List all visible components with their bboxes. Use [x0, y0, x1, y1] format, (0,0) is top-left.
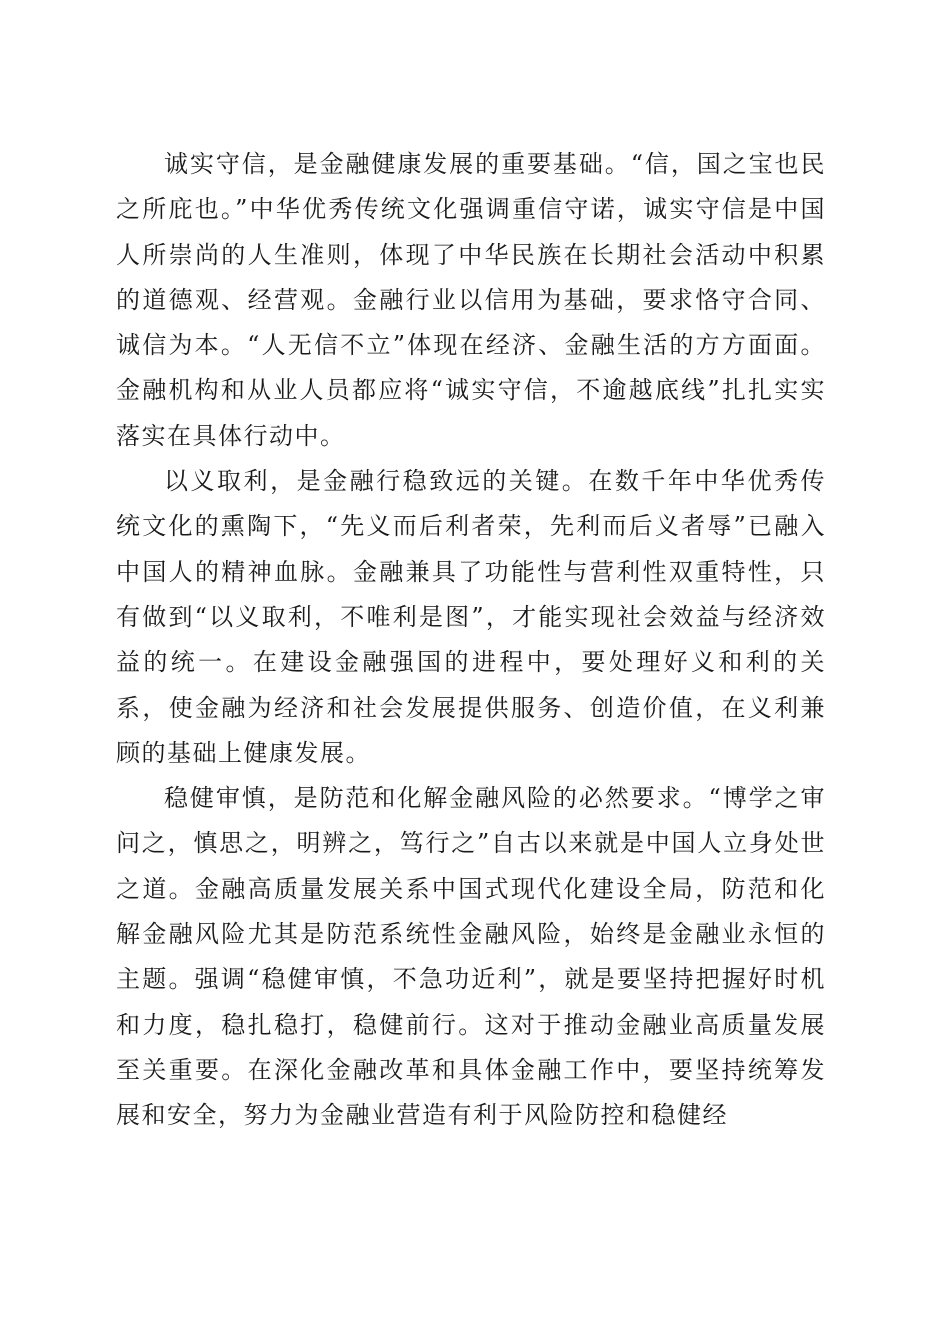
paragraph-prudence: 稳健审慎，是防范和化解金融风险的必然要求。“博学之审问之，慎思之，明辨之，笃行之”自古以来就是中国人立身处世之道。金融高质量发展关系中国式现代化建设全局，防范和化解金融风险尤其是防范系统性金融风险，始终是金融业永恒的主题。强调“稳健审慎，不急功近利”，就是要坚持把握好时机和力度，稳扎稳打，稳健前行。这对于推动金融业高质量发展至关重要。在深化金融改革和具体金融工作中，要坚持统筹发展和安全，努力为金融业营造有利于风险防控和稳健经: [116, 784, 826, 1130]
paragraph-righteousness: 以义取利，是金融行稳致远的关键。在数千年中华优秀传统文化的熏陶下，“先义而后利者荣，先利而后义者辱”已融入中国人的精神血脉。金融兼具了功能性与营利性双重特性，只有做到“以义取利，不唯利是图”，才能实现社会效益与经济效益的统一。在建设金融强国的进程中，要处理好义和利的关系，使金融为经济和社会发展提供服务、创造价值，在义利兼顾的基础上健康发展。: [116, 467, 826, 767]
paragraph-integrity: 诚实守信，是金融健康发展的重要基础。“信，国之宝也民之所庇也。”中华优秀传统文化强调重信守诺，诚实守信是中国人所崇尚的人生准则，体现了中华民族在长期社会活动中积累的道德观、经营观。金融行业以信用为基础，要求恪守合同、诚信为本。“人无信不立”体现在经济、金融生活的方方面面。金融机构和从业人员都应将“诚实守信，不逾越底线”扎扎实实落实在具体行动中。: [116, 150, 826, 450]
document-body: [116, 142, 826, 1139]
